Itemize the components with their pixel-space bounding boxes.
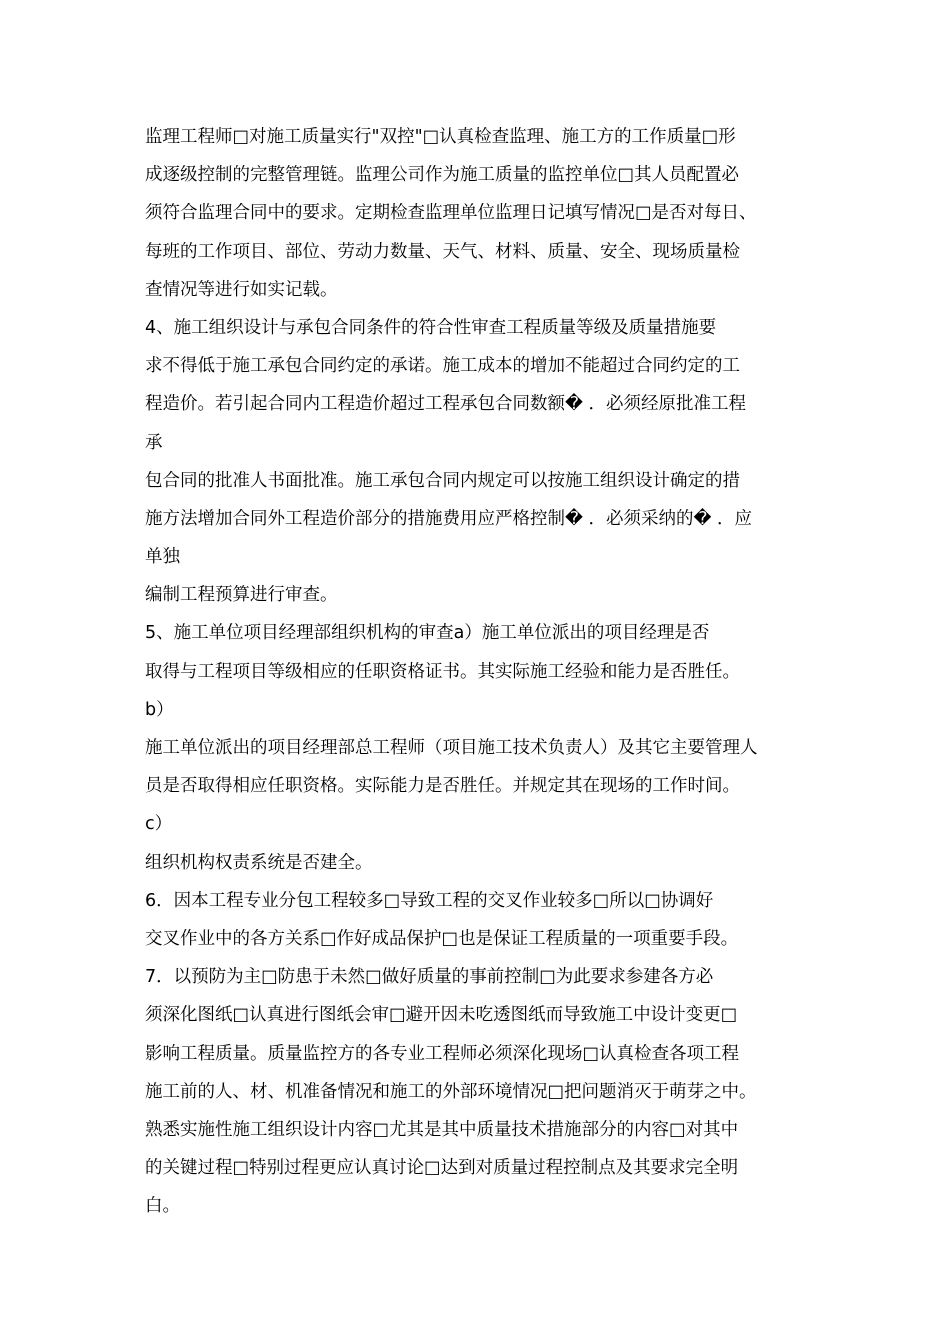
text-line: 单独 (145, 547, 180, 568)
text-line: 查情况等进行如实记载。 (145, 279, 338, 300)
text-line: 熟悉实施性施工组织设计内容□尤其是其中质量技术措施部分的内容□对其中 (145, 1119, 739, 1140)
text-line: 施工前的人、材、机准备情况和施工的外部环境情况□把问题消灭于萌芽之中。 (145, 1081, 757, 1102)
text-line: 编制工程预算进行审查。 (145, 585, 338, 606)
text-line: 包合同的批准人书面批准。施工承包合同内规定可以按施工组织设计确定的措 (145, 470, 740, 491)
text-line: 施方法增加合同外工程造价部分的措施费用应严格控制� ．必须采纳的� ．应 (145, 508, 753, 529)
text-line: 须深化图纸□认真进行图纸会审□避开因未吃透图纸而导致施工中设计变更□ (145, 1005, 738, 1026)
text-line: c） (145, 814, 173, 835)
text-line: b） (145, 699, 174, 720)
text-line: 施工单位派出的项目经理部总工程师（项目施工技术负责人）及其它主要管理人 (145, 738, 758, 758)
body-text (145, 118, 835, 1225)
text-line: 交叉作业中的各方关系□作好成品保护□也是保证工程质量的一项重要手段。 (145, 928, 739, 949)
text-line: 白。 (145, 1196, 180, 1217)
text-line: 员是否取得相应任职资格。实际能力是否胜任。并规定其在现场的工作时间。 (145, 776, 740, 797)
text-line: 影响工程质量。质量监控方的各专业工程师必须深化现场□认真检查各项工程 (145, 1043, 740, 1064)
text-line: 须符合监理合同中的要求。定期检查监理单位监理日记填写情况□是否对每日、 (145, 203, 757, 224)
text-line: 求不得低于施工承包合同约定的承诺。施工成本的增加不能超过合同约定的工 (145, 356, 740, 377)
text-line: 的关键过程□特别过程更应认真讨论□达到对质量过程控制点及其要求完全明 (145, 1158, 739, 1179)
text-line: 组织机构权责系统是否建全。 (145, 852, 373, 873)
text-line: 取得与工程项目等级相应的任职资格证书。其实际施工经验和能力是否胜任。 (145, 661, 740, 682)
text-line: 承 (145, 432, 163, 453)
text-line: 7．以预防为主□防患于未然□做好质量的事前控制□为此要求参建各方必 (145, 967, 714, 988)
text-line: 6．因本工程专业分包工程较多□导致工程的交叉作业较多□所以□协调好 (145, 890, 714, 911)
text-line: 监理工程师□对施工质量实行"双控"□认真检查监理、施工方的工作质量□形 (145, 127, 736, 147)
text-line: 程造价。若引起合同内工程造价超过工程承包合同数额� ．必须经原批准工程 (145, 394, 747, 415)
text-line: 5、施工单位项目经理部组织机构的审查a）施工单位派出的项目经理是否 (145, 623, 710, 644)
text-line: 成逐级控制的完整管理链。监理公司作为施工质量的监控单位□其人员配置必 (145, 165, 740, 186)
text-line: 每班的工作项目、部位、劳动力数量、天气、材料、质量、安全、现场质量检 (145, 241, 740, 262)
text-line: 4、施工组织设计与承包合同条件的符合性审查工程质量等级及质量措施要 (145, 317, 717, 338)
